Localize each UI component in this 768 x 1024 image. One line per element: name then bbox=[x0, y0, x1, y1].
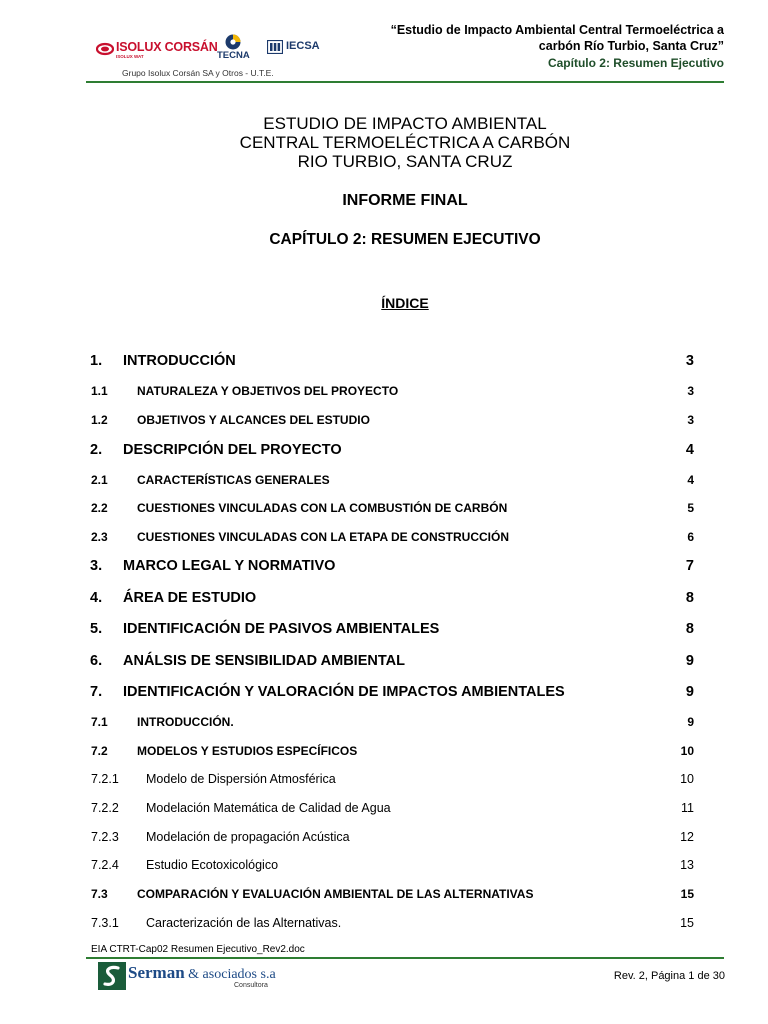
toc-entry-number: 7.2 bbox=[91, 744, 108, 758]
isolux-swirl-icon bbox=[96, 42, 114, 56]
toc-entry-label: NATURALEZA Y OBJETIVOS DEL PROYECTO bbox=[137, 384, 399, 398]
toc-entry bbox=[90, 410, 694, 430]
toc-entry-page: 15 bbox=[680, 887, 694, 901]
page-header bbox=[86, 22, 724, 84]
toc-entry-label: Modelación de propagación Acústica bbox=[146, 830, 350, 844]
toc-entry-number: 1.1 bbox=[91, 384, 108, 398]
toc-entry-label: Caracterización de las Alternativas. bbox=[146, 916, 342, 930]
footer-page-info: Rev. 2, Página 1 de 30 bbox=[613, 970, 725, 982]
toc-entry-page: 12 bbox=[680, 830, 694, 844]
toc-entry-label: COMPARACIÓN Y EVALUACIÓN AMBIENTAL DE LAS ALTERNATIVAS bbox=[137, 887, 534, 901]
toc-entry-label: Estudio Ecotoxicológico bbox=[146, 858, 279, 872]
toc-entry-label: ÁREA DE ESTUDIO bbox=[123, 590, 257, 606]
index-heading: ÍNDICE bbox=[381, 295, 429, 311]
toc-entry-number: 5. bbox=[90, 621, 103, 637]
toc-entry-page: 4 bbox=[687, 473, 694, 487]
serman-logo bbox=[98, 962, 288, 994]
toc-entry-number: 7.1 bbox=[91, 715, 108, 729]
serman-s-emblem-icon bbox=[98, 962, 126, 990]
toc-entry-page: 10 bbox=[680, 744, 694, 758]
toc-entry-number: 3. bbox=[90, 558, 103, 574]
toc-entry bbox=[90, 884, 694, 904]
toc-entry-number: 2.2 bbox=[91, 501, 108, 515]
toc-entry-number: 4. bbox=[90, 590, 103, 606]
iecsa-logo-text: IECSA bbox=[286, 40, 320, 52]
toc-entry-label: IDENTIFICACIÓN Y VALORACIÓN DE IMPACTOS AMBIENTALES bbox=[123, 684, 565, 700]
tecna-logo bbox=[214, 34, 254, 66]
chapter-title: CAPÍTULO 2: RESUMEN EJECUTIVO bbox=[269, 231, 541, 248]
serman-logo-subtext: Consultora bbox=[234, 982, 268, 989]
header-title-line1: “Estudio de Impacto Ambiental Central Termoeléctrica a bbox=[390, 23, 724, 37]
toc-entry bbox=[90, 498, 694, 518]
toc-entry-label: Modelo de Dispersión Atmosférica bbox=[146, 772, 336, 786]
toc-entry-page: 8 bbox=[685, 590, 694, 606]
toc-entry-page: 6 bbox=[687, 530, 694, 544]
toc-entry-page: 15 bbox=[680, 916, 694, 930]
toc-entry-number: 6. bbox=[90, 653, 103, 669]
footer-filename: EIA CTRT-Cap02 Resumen Ejecutivo_Rev2.doc bbox=[91, 944, 305, 955]
header-divider bbox=[86, 81, 724, 83]
toc-entry bbox=[90, 351, 694, 371]
toc-entry-number: 2.3 bbox=[91, 530, 108, 544]
toc-entry-label: OBJETIVOS Y ALCANCES DEL ESTUDIO bbox=[137, 413, 370, 427]
isolux-logo-subtext: ISOLUX WAT bbox=[116, 54, 144, 59]
document-title-block bbox=[86, 114, 724, 313]
toc-entry-number: 7.2.1 bbox=[91, 772, 119, 786]
toc-entry-number: 7. bbox=[90, 684, 103, 700]
isolux-logo-text: ISOLUX CORSÁN bbox=[116, 40, 218, 54]
toc-entry-page: 11 bbox=[681, 801, 694, 815]
header-chapter: Capítulo 2: Resumen Ejecutivo bbox=[547, 56, 724, 70]
toc-entry bbox=[90, 798, 694, 818]
toc-entry-label: IDENTIFICACIÓN DE PASIVOS AMBIENTALES bbox=[123, 621, 440, 637]
toc-entry bbox=[90, 619, 694, 639]
toc-entry-number: 1.2 bbox=[91, 413, 108, 427]
toc-entry-label: MODELOS Y ESTUDIOS ESPECÍFICOS bbox=[137, 744, 358, 758]
toc-entry-label: INTRODUCCIÓN bbox=[123, 353, 236, 369]
toc-entry-number: 7.2.2 bbox=[91, 801, 119, 815]
toc-entry-page: 3 bbox=[687, 384, 694, 398]
toc-entry bbox=[90, 527, 694, 547]
document-title-line2: CENTRAL TERMOELÉCTRICA A CARBÓN bbox=[239, 133, 571, 152]
iecsa-logo bbox=[267, 39, 327, 55]
toc-entry bbox=[90, 440, 694, 460]
document-title-line1: ESTUDIO DE IMPACTO AMBIENTAL bbox=[263, 114, 547, 133]
toc-entry-label: MARCO LEGAL Y NORMATIVO bbox=[123, 558, 336, 574]
isolux-corsan-logo bbox=[96, 40, 218, 62]
toc-entry-label: CUESTIONES VINCULADAS CON LA ETAPA DE CONSTRUCCIÓN bbox=[137, 530, 510, 544]
toc-entry-label: Modelación Matemática de Calidad de Agua bbox=[146, 801, 391, 815]
toc-entry-page: 7 bbox=[685, 558, 694, 574]
toc-entry-page: 8 bbox=[685, 621, 694, 637]
toc-entry bbox=[90, 827, 694, 847]
toc-entry bbox=[90, 588, 694, 608]
document-title-line3: RIO TURBIO, SANTA CRUZ bbox=[297, 152, 513, 171]
toc-entry bbox=[90, 381, 694, 401]
tecna-emblem-icon bbox=[225, 34, 241, 50]
toc-entry-label: ANÁLSIS DE SENSIBILIDAD AMBIENTAL bbox=[123, 653, 405, 669]
toc-entry bbox=[90, 651, 694, 671]
toc-entry-page: 13 bbox=[680, 858, 694, 872]
footer-divider bbox=[86, 957, 724, 959]
toc-entry-page: 9 bbox=[685, 684, 694, 700]
toc-entry-page: 3 bbox=[687, 413, 694, 427]
iecsa-building-icon bbox=[267, 40, 283, 54]
document-subtitle: INFORME FINAL bbox=[342, 192, 468, 209]
toc-entry-number: 7.2.3 bbox=[91, 830, 119, 844]
toc-entry-label: CARACTERÍSTICAS GENERALES bbox=[137, 473, 330, 487]
toc-entry-page: 9 bbox=[687, 715, 694, 729]
toc-entry bbox=[90, 913, 694, 933]
tecna-logo-text: TECNA bbox=[217, 50, 250, 61]
toc-entry-number: 1. bbox=[90, 353, 103, 369]
toc-entry-label: CUESTIONES VINCULADAS CON LA COMBUSTIÓN DE CARBÓN bbox=[137, 501, 508, 515]
toc-entry-label: INTRODUCCIÓN. bbox=[137, 715, 234, 729]
toc-entry-page: 3 bbox=[685, 353, 694, 369]
serman-logo-text: Serman & asociados s.a bbox=[128, 963, 276, 982]
toc-entry-number: 2. bbox=[90, 442, 103, 458]
toc-entry bbox=[90, 470, 694, 490]
toc-entry-page: 4 bbox=[685, 442, 694, 458]
toc-entry-number: 7.2.4 bbox=[91, 858, 119, 872]
toc-entry-label: DESCRIPCIÓN DEL PROYECTO bbox=[123, 442, 342, 458]
toc-entry-number: 2.1 bbox=[91, 473, 108, 487]
toc-entry-page: 5 bbox=[687, 501, 694, 515]
toc-entry-page: 9 bbox=[685, 653, 694, 669]
toc-entry-number: 7.3.1 bbox=[91, 916, 119, 930]
toc-entry bbox=[90, 556, 694, 576]
toc-entry bbox=[90, 855, 694, 875]
toc-entry bbox=[90, 712, 694, 732]
toc-entry-number: 7.3 bbox=[91, 887, 108, 901]
toc-entry bbox=[90, 682, 694, 702]
toc-entry bbox=[90, 769, 694, 789]
header-title-block bbox=[324, 22, 724, 71]
header-title-line2: carbón Río Turbio, Santa Cruz” bbox=[538, 39, 724, 53]
logos-caption: Grupo Isolux Corsán SA y Otros - U.T.E. bbox=[122, 68, 274, 78]
toc-entry-page: 10 bbox=[680, 772, 694, 786]
toc-entry bbox=[90, 741, 694, 761]
